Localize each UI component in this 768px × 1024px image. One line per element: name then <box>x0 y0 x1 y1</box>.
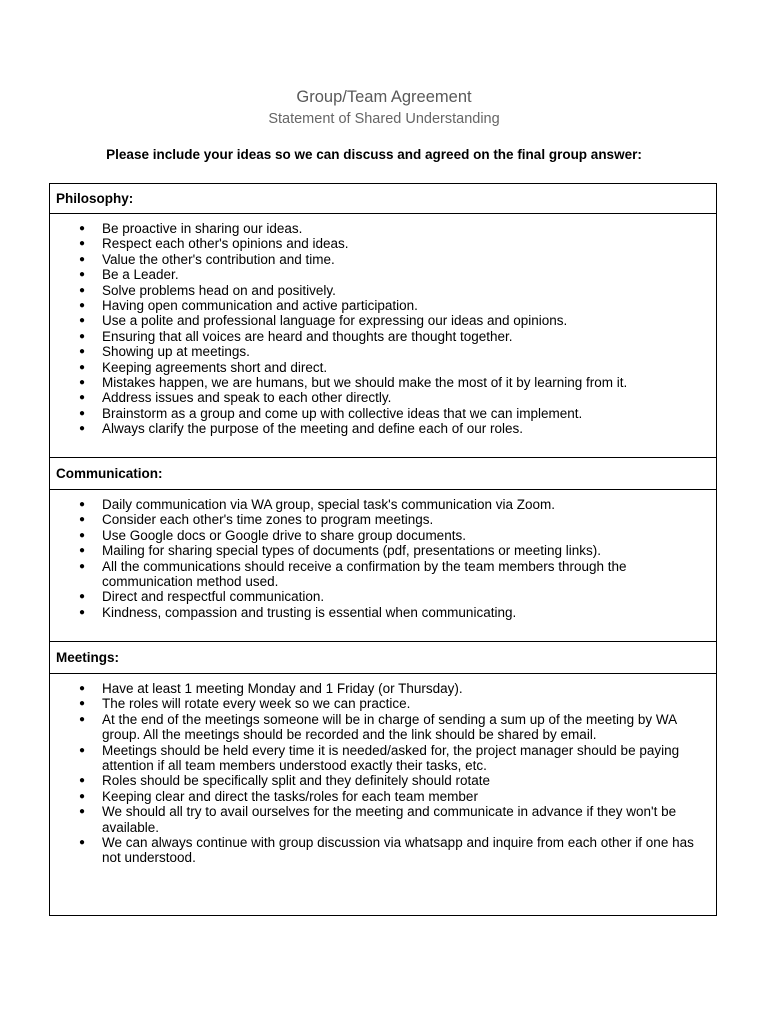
meetings-list <box>50 681 716 866</box>
philosophy-header-divider <box>50 213 716 214</box>
philosophy-list <box>50 221 716 437</box>
list-item: ● The roles will rotate every week so we can practice. <box>102 696 706 711</box>
list-item: ● Keeping agreements short and direct. <box>102 360 706 375</box>
communication-section <box>50 497 716 620</box>
list-item: ● We should all try to avail ourselves for the meeting and communicate in advance if they won't be available. <box>102 804 706 835</box>
list-item: ● All the communications should receive a confirmation by the team members through the communication method used. <box>102 559 706 590</box>
philosophy-heading: Philosophy: <box>56 191 134 206</box>
list-item: ● At the end of the meetings someone will be in charge of sending a sum up of the meeting by WA group. All the meetings should be recorded and the link should be shared by email. <box>102 712 706 743</box>
list-item: ● We can always continue with group discussion via whatsapp and inquire from each other if one has not understood. <box>102 835 706 866</box>
communication-heading: Communication: <box>56 466 163 481</box>
list-item: ● Daily communication via WA group, special task's communication via Zoom. <box>102 497 706 512</box>
list-item: ● Meetings should be held every time it is needed/asked for, the project manager should be paying attention if all team members understood exactly their tasks, etc. <box>102 743 706 774</box>
list-item: ● Consider each other's time zones to program meetings. <box>102 512 706 527</box>
meetings-header-divider <box>50 673 716 674</box>
list-item: ● Have at least 1 meeting Monday and 1 Friday (or Thursday). <box>102 681 706 696</box>
list-item: ● Direct and respectful communication. <box>102 589 706 604</box>
list-item: ● Respect each other's opinions and ideas. <box>102 236 706 251</box>
list-item: ● Showing up at meetings. <box>102 344 706 359</box>
list-item: ● Use Google docs or Google drive to share group documents. <box>102 528 706 543</box>
list-item: ● Solve problems head on and positively. <box>102 283 706 298</box>
list-item: ● Be proactive in sharing our ideas. <box>102 221 706 236</box>
list-item: ● Be a Leader. <box>102 267 706 282</box>
list-item: ● Roles should be specifically split and they definitely should rotate <box>102 773 706 788</box>
philosophy-section <box>50 221 716 437</box>
document-subtitle: Statement of Shared Understanding <box>268 111 500 127</box>
list-item: ● Ensuring that all voices are heard and thoughts are thought together. <box>102 329 706 344</box>
list-item: ● Use a polite and professional language for expressing our ideas and opinions. <box>102 313 706 328</box>
list-item: ● Brainstorm as a group and come up with collective ideas that we can implement. <box>102 406 706 421</box>
list-item: ● Keeping clear and direct the tasks/roles for each team member <box>102 789 706 804</box>
list-item: ● Always clarify the purpose of the meeting and define each of our roles. <box>102 421 706 436</box>
list-item: ● Having open communication and active participation. <box>102 298 706 313</box>
list-item: ● Mistakes happen, we are humans, but we should make the most of it by learning from it. <box>102 375 706 390</box>
instruction-text: Please include your ideas so we can discuss and agreed on the final group answer: <box>106 147 642 162</box>
list-item: ● Value the other's contribution and time. <box>102 252 706 267</box>
document-title: Group/Team Agreement <box>296 88 472 106</box>
communication-list <box>50 497 716 620</box>
philosophy-section-divider <box>50 457 716 458</box>
list-item: ● Kindness, compassion and trusting is essential when communicating. <box>102 605 706 620</box>
list-item: ● Mailing for sharing special types of documents (pdf, presentations or meeting links). <box>102 543 706 558</box>
communication-header-divider <box>50 489 716 490</box>
meetings-section <box>50 681 716 866</box>
list-item: ● Address issues and speak to each other directly. <box>102 390 706 405</box>
agreement-table <box>49 183 717 916</box>
meetings-heading: Meetings: <box>56 650 120 665</box>
communication-section-divider <box>50 641 716 642</box>
